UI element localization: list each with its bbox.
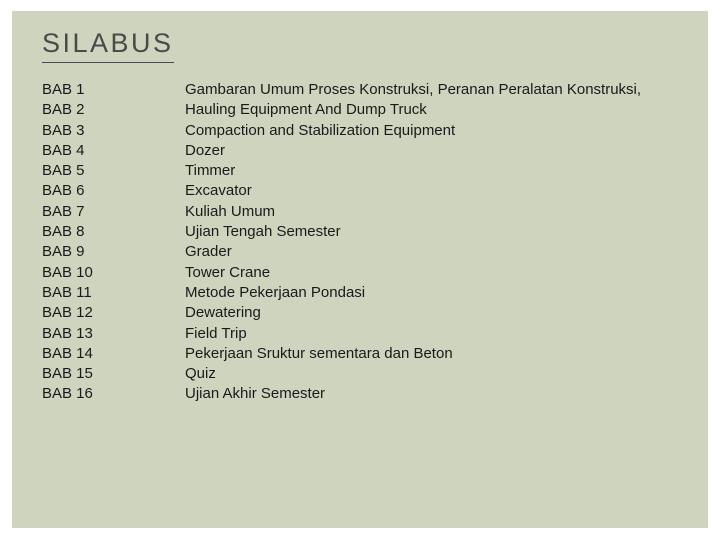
topic-text: Excavator [185,182,252,200]
topic-text: Ujian Akhir Semester [185,385,326,403]
bab-label: BAB 16 [42,385,93,403]
bab-label: BAB 8 [42,223,85,241]
bab-label: BAB 2 [42,101,85,119]
slide [12,11,708,528]
bab-label: BAB 10 [42,263,93,281]
bab-label: BAB 4 [42,141,85,159]
topic-text: Quiz [185,365,216,383]
bab-label: BAB 11 [42,283,92,301]
topic-text: Gambaran Umum Proses Konstruksi, Peranan Peralatan Konstruksi, [185,81,642,98]
topic-text: Tower Crane [185,263,271,281]
topic-text: Compaction and Stabilization Equipment [185,121,456,139]
bab-label: BAB 15 [42,365,93,383]
bab-label: BAB 3 [42,121,85,139]
slide-title: SILABUS [42,27,174,63]
topic-text: Ujian Tengah Semester [185,223,341,241]
bab-list [42,80,93,405]
bab-label: BAB 12 [42,304,93,322]
topic-text: Kuliah Umum [185,202,276,220]
topic-text: Grader [185,243,232,261]
bab-label: BAB 5 [42,162,85,180]
bab-label: BAB 13 [42,324,93,342]
bab-label: BAB 1 [42,81,85,98]
topic-text: Dozer [185,141,226,159]
topic-text: Hauling Equipment And Dump Truck [185,101,427,119]
topic-text: Field Trip [185,324,247,342]
topic-list [185,80,641,405]
bab-label: BAB 14 [42,344,93,362]
topic-text: Timmer [185,162,236,180]
topic-text: Pekerjaan Sruktur sementara dan Beton [185,344,453,362]
bab-label: BAB 7 [42,202,85,220]
bab-label: BAB 9 [42,243,85,261]
topic-text: Dewatering [185,304,261,322]
topic-text: Metode Pekerjaan Pondasi [185,283,366,301]
bab-label: BAB 6 [42,182,85,200]
